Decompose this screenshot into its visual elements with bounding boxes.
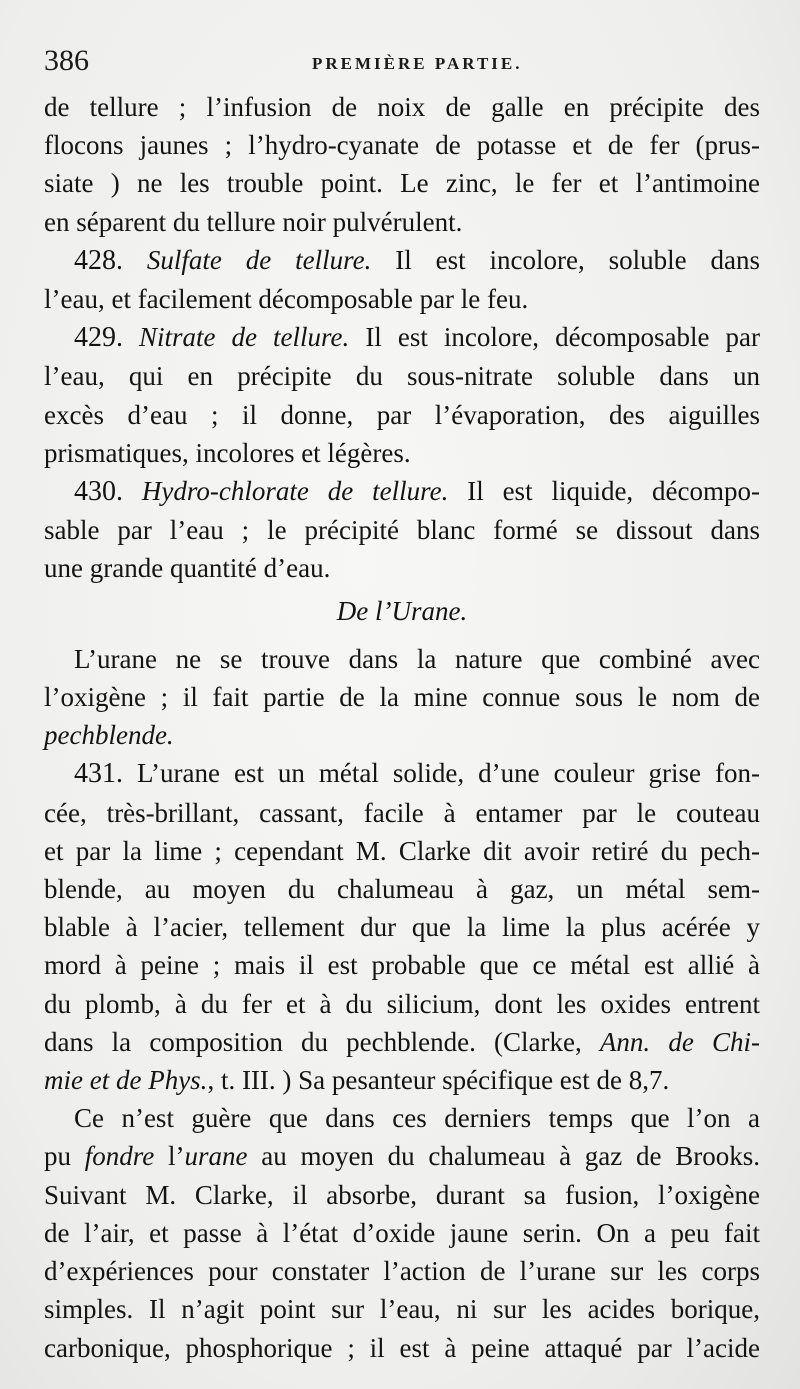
emphasis-italic: urane bbox=[184, 1141, 248, 1172]
paragraph-urane-intro bbox=[44, 640, 760, 755]
running-title: PREMIÈRE PARTIE. bbox=[312, 54, 523, 73]
paragraph-tellure-continued bbox=[44, 88, 760, 241]
paragraph-430 bbox=[44, 472, 760, 588]
text-line: carbonique, phosphorique ; il est à peine attaqué par l’acide bbox=[44, 1332, 760, 1363]
text-fragment: , t. III. ) Sa pesanteur spécifique est de 8,7. bbox=[207, 1065, 670, 1096]
paragraph-428 bbox=[44, 241, 760, 318]
emphasis-italic: fondre bbox=[84, 1141, 155, 1172]
page-body bbox=[44, 88, 760, 1367]
text-line: sable par l’eau ; le précipité blanc formé se dissout dans bbox=[44, 515, 760, 546]
text-line: blable à l’acier, tellement dur que la lime la plus acérée y bbox=[44, 912, 760, 943]
text-line: l’eau, qui en précipite du sous-nitrate soluble dans un bbox=[44, 361, 760, 392]
text-line bbox=[44, 1023, 760, 1061]
citation-italic: Ann. de Chi- bbox=[599, 1026, 760, 1057]
paragraph-title: Nitrate de tellure. bbox=[139, 322, 350, 353]
page-number: 386 bbox=[44, 44, 89, 77]
text-line: l’eau, et facilement décomposable par le feu. bbox=[44, 284, 529, 315]
paragraph-title: Sulfate de tellure. bbox=[146, 244, 372, 275]
paragraph-fusion bbox=[44, 1099, 760, 1366]
paragraph-429 bbox=[44, 318, 760, 472]
text-line bbox=[44, 241, 760, 280]
text-line: flocons jaunes ; l’hydro-cyanate de potasse et de fer (prus- bbox=[44, 130, 760, 161]
text-line: du plomb, à du fer et à du silicium, dont les oxides entrent bbox=[44, 988, 760, 1019]
text-line bbox=[44, 1137, 760, 1175]
section-heading: De l’Urane. bbox=[336, 595, 468, 626]
text-line: une grande quantité d’eau. bbox=[44, 553, 331, 584]
text-line: excès d’eau ; il donne, par l’évaporation, des aiguilles bbox=[44, 399, 760, 430]
text-line: Suivant M. Clarke, il absorbe, durant sa fusion, l’oxigène bbox=[44, 1179, 760, 1210]
text-line: blende, au moyen du chalumeau à gaz, un métal sem- bbox=[44, 874, 760, 905]
paragraph-number: 429. bbox=[74, 322, 123, 354]
text-line: de tellure ; l’infusion de noix de galle en précipite des bbox=[44, 92, 760, 122]
text-line: L’urane ne se trouve dans la nature que combiné avec bbox=[74, 643, 760, 674]
text-fragment: Il est incolore, soluble dans bbox=[371, 244, 761, 275]
text-line bbox=[44, 318, 760, 357]
text-line: de l’air, et passe à l’état d’oxide jaune serin. On a peu fait bbox=[44, 1217, 760, 1248]
text-fragment: Il est liquide, décompo- bbox=[448, 476, 761, 507]
page-header bbox=[44, 44, 756, 80]
text-fragment: l’ bbox=[154, 1141, 185, 1172]
text-fragment: dans la composition du pechblende. (Clarke, bbox=[44, 1026, 600, 1057]
text-line: cée, très-brillant, cassant, facile à entamer par le couteau bbox=[44, 797, 760, 828]
text-line: siate ) ne les trouble point. Le zinc, le fer et l’antimoine bbox=[44, 168, 760, 199]
text-fragment: Il est incolore, décomposable par bbox=[349, 322, 761, 353]
text-line bbox=[44, 472, 760, 511]
paragraph-number: 431. bbox=[74, 758, 123, 790]
text-line: mord à peine ; mais il est probable que ce métal est allié à bbox=[44, 950, 760, 981]
text-line bbox=[44, 754, 760, 793]
paragraph-number: 430. bbox=[74, 476, 123, 508]
text-line bbox=[44, 1061, 760, 1099]
paragraph-431 bbox=[44, 754, 760, 1099]
text-line: l’oxigène ; il fait partie de la mine connue sous le nom de bbox=[44, 682, 760, 713]
text-line: prismatiques, incolores et légères. bbox=[44, 437, 411, 468]
text-line: et par la lime ; cependant M. Clarke dit avoir retiré du pech- bbox=[44, 835, 760, 866]
citation-italic: mie et de Phys. bbox=[44, 1065, 208, 1096]
paragraph-number: 428. bbox=[74, 244, 123, 276]
text-line: simples. Il n’agit point sur l’eau, ni sur les acides borique, bbox=[44, 1294, 760, 1325]
text-line: en séparent du tellure noir pulvérulent. bbox=[44, 206, 463, 237]
text-line: pechblende. bbox=[44, 720, 174, 751]
text-fragment: L’urane est un métal solide, d’une couleur grise fon- bbox=[123, 758, 760, 789]
paragraph-title: Hydro-chlorate de tellure. bbox=[141, 476, 449, 507]
text-line: d’expériences pour constater l’action de l’urane sur les corps bbox=[44, 1256, 760, 1287]
text-fragment: pu bbox=[44, 1141, 85, 1172]
text-fragment: au moyen du chalumeau à gaz de Brooks. bbox=[247, 1141, 760, 1172]
text-line: Ce n’est guère que dans ces derniers temps que l’on a bbox=[74, 1103, 760, 1134]
